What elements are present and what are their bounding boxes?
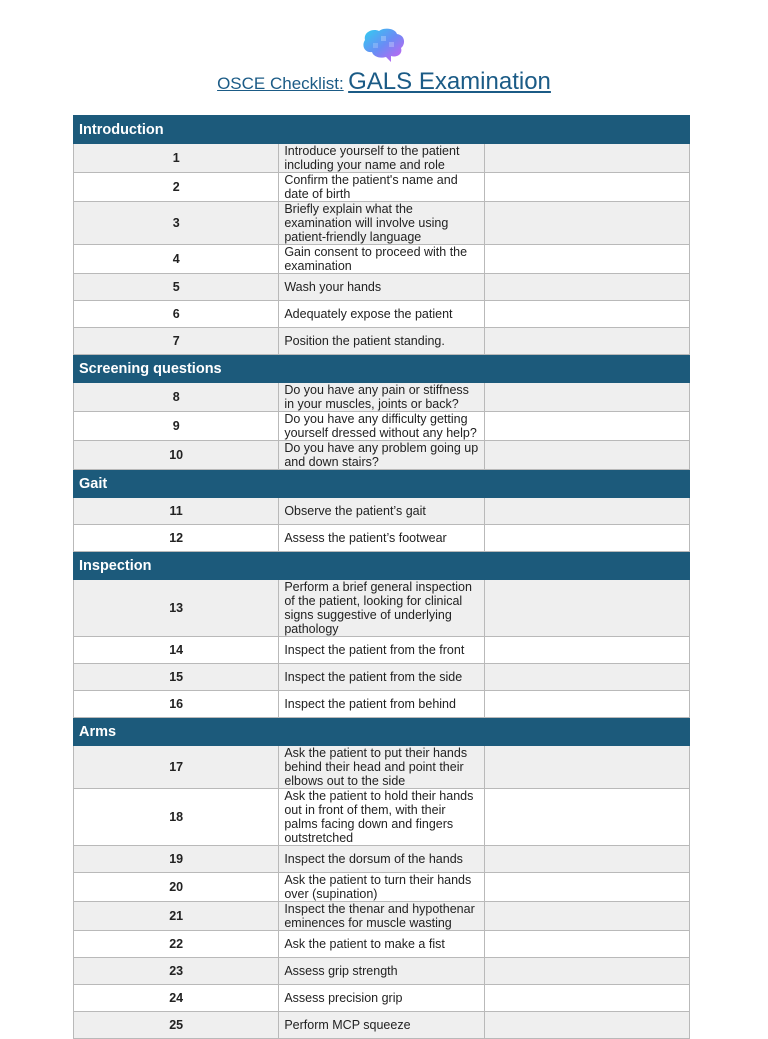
item-number: 1 [74, 144, 279, 173]
item-number: 19 [74, 846, 279, 873]
item-text: Inspect the patient from behind [279, 691, 484, 718]
item-checkbox[interactable] [484, 173, 689, 202]
checklist-row [74, 412, 690, 441]
item-checkbox[interactable] [484, 664, 689, 691]
item-text: Ask the patient to hold their hands out in front of them, with their palms facing down and fingers outstretched [279, 789, 484, 846]
checklist-row [74, 664, 690, 691]
item-number: 7 [74, 328, 279, 355]
section-header [74, 116, 690, 144]
item-text: Inspect the patient from the front [279, 637, 484, 664]
item-number: 9 [74, 412, 279, 441]
item-text: Inspect the patient from the side [279, 664, 484, 691]
checklist-row [74, 1012, 690, 1039]
checklist-row [74, 301, 690, 328]
item-checkbox[interactable] [484, 985, 689, 1012]
item-text: Inspect the thenar and hypothenar eminences for muscle wasting [279, 902, 484, 931]
item-checkbox[interactable] [484, 144, 689, 173]
item-checkbox[interactable] [484, 412, 689, 441]
checklist-row [74, 498, 690, 525]
item-checkbox[interactable] [484, 789, 689, 846]
item-number: 10 [74, 441, 279, 470]
section-title: Introduction [74, 116, 690, 144]
item-number: 16 [74, 691, 279, 718]
item-number: 11 [74, 498, 279, 525]
item-text: Inspect the dorsum of the hands [279, 846, 484, 873]
checklist-row [74, 746, 690, 789]
section-title: Gait [74, 470, 690, 498]
checklist-row [74, 173, 690, 202]
item-text: Do you have any pain or stiffness in your muscles, joints or back? [279, 383, 484, 412]
checklist-row [74, 525, 690, 552]
item-number: 21 [74, 902, 279, 931]
item-checkbox[interactable] [484, 746, 689, 789]
item-number: 25 [74, 1012, 279, 1039]
checklist-row [74, 202, 690, 245]
item-text: Adequately expose the patient [279, 301, 484, 328]
item-checkbox[interactable] [484, 873, 689, 902]
page-title [0, 68, 768, 96]
item-checkbox[interactable] [484, 1012, 689, 1039]
section-title: Screening questions [74, 355, 690, 383]
checklist-row [74, 691, 690, 718]
item-text: Perform a brief general inspection of the patient, looking for clinical signs suggestive of underlying pathology [279, 580, 484, 637]
item-text: Ask the patient to make a fist [279, 931, 484, 958]
item-text: Briefly explain what the examination will involve using patient-friendly language [279, 202, 484, 245]
item-text: Assess the patient’s footwear [279, 525, 484, 552]
item-number: 24 [74, 985, 279, 1012]
item-checkbox[interactable] [484, 383, 689, 412]
item-text: Do you have any problem going up and down stairs? [279, 441, 484, 470]
title-prefix: OSCE Checklist: [217, 74, 344, 93]
item-checkbox[interactable] [484, 498, 689, 525]
item-number: 15 [74, 664, 279, 691]
section-header [74, 718, 690, 746]
item-text: Ask the patient to put their hands behind their head and point their elbows out to the side [279, 746, 484, 789]
item-text: Do you have any difficulty getting yourself dressed without any help? [279, 412, 484, 441]
item-text: Ask the patient to turn their hands over (supination) [279, 873, 484, 902]
checklist-row [74, 441, 690, 470]
item-text: Perform MCP squeeze [279, 1012, 484, 1039]
title-main: GALS Examination [348, 68, 551, 95]
checklist-body [74, 116, 690, 1039]
item-number: 4 [74, 245, 279, 274]
item-number: 3 [74, 202, 279, 245]
item-checkbox[interactable] [484, 202, 689, 245]
item-checkbox[interactable] [484, 931, 689, 958]
section-header [74, 552, 690, 580]
item-number: 20 [74, 873, 279, 902]
item-text: Introduce yourself to the patient including your name and role [279, 144, 484, 173]
item-number: 2 [74, 173, 279, 202]
brain-logo-icon [359, 26, 409, 66]
item-text: Wash your hands [279, 274, 484, 301]
item-number: 12 [74, 525, 279, 552]
item-checkbox[interactable] [484, 580, 689, 637]
item-number: 22 [74, 931, 279, 958]
item-checkbox[interactable] [484, 691, 689, 718]
item-text: Gain consent to proceed with the examination [279, 245, 484, 274]
item-number: 5 [74, 274, 279, 301]
item-checkbox[interactable] [484, 958, 689, 985]
checklist-row [74, 931, 690, 958]
checklist-row [74, 274, 690, 301]
checklist-row [74, 846, 690, 873]
item-text: Observe the patient’s gait [279, 498, 484, 525]
item-checkbox[interactable] [484, 846, 689, 873]
item-number: 17 [74, 746, 279, 789]
checklist-row [74, 637, 690, 664]
checklist-row [74, 958, 690, 985]
checklist-row [74, 328, 690, 355]
checklist-row [74, 580, 690, 637]
checklist-row [74, 144, 690, 173]
item-checkbox[interactable] [484, 301, 689, 328]
item-checkbox[interactable] [484, 328, 689, 355]
checklist-row [74, 245, 690, 274]
checklist-table [73, 115, 690, 1039]
section-header [74, 355, 690, 383]
checklist-row [74, 383, 690, 412]
checklist-row [74, 985, 690, 1012]
item-text: Assess precision grip [279, 985, 484, 1012]
item-number: 8 [74, 383, 279, 412]
section-title: Inspection [74, 552, 690, 580]
checklist-row [74, 873, 690, 902]
item-number: 18 [74, 789, 279, 846]
item-checkbox[interactable] [484, 525, 689, 552]
item-number: 14 [74, 637, 279, 664]
item-text: Assess grip strength [279, 958, 484, 985]
section-title: Arms [74, 718, 690, 746]
checklist-row [74, 902, 690, 931]
item-text: Position the patient standing. [279, 328, 484, 355]
checklist-row [74, 789, 690, 846]
item-text: Confirm the patient's name and date of birth [279, 173, 484, 202]
section-header [74, 470, 690, 498]
item-number: 23 [74, 958, 279, 985]
item-number: 6 [74, 301, 279, 328]
item-checkbox[interactable] [484, 637, 689, 664]
item-checkbox[interactable] [484, 274, 689, 301]
item-number: 13 [74, 580, 279, 637]
item-checkbox[interactable] [484, 902, 689, 931]
item-checkbox[interactable] [484, 441, 689, 470]
item-checkbox[interactable] [484, 245, 689, 274]
